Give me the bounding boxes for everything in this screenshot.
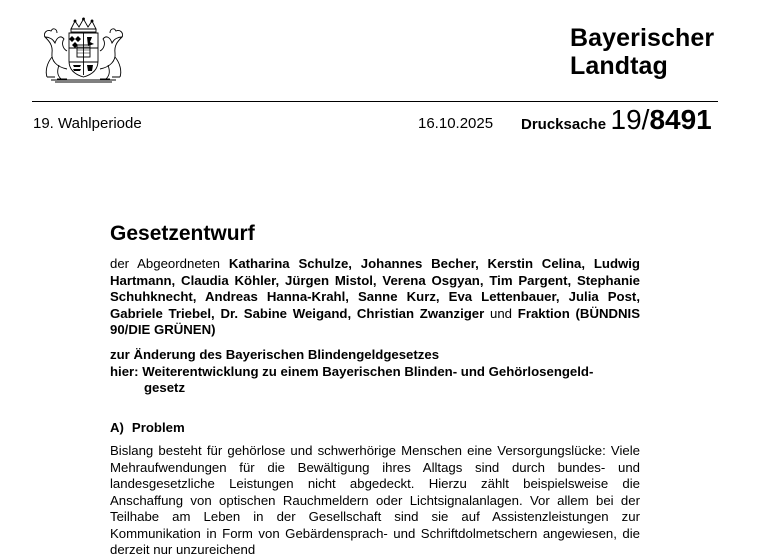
drucksache-period: 19 (610, 104, 642, 135)
section-title: Problem (131, 420, 185, 435)
drucksache-number: 8491 (649, 104, 712, 135)
drucksache-slash: / (641, 104, 650, 135)
authors-intro: der Abgeordneten (110, 256, 229, 271)
subject-line-3: gesetz (144, 380, 186, 395)
brand-line-1: Bayerischer (570, 24, 715, 52)
section-heading-problem (110, 420, 185, 435)
section-letter: A) (110, 420, 124, 435)
header-divider (32, 101, 718, 102)
subject-line-1: zur Änderung des Bayerischen Blindengeldgesetzes (110, 347, 440, 362)
document-title: Gesetzentwurf (110, 222, 255, 245)
authors-and: und (484, 305, 518, 321)
drucksache-reference (521, 104, 712, 136)
document-date: 16.10.2025 (418, 115, 494, 132)
problem-body (110, 443, 640, 559)
brand-line-2: Landtag (570, 52, 668, 80)
landtag-brand (570, 24, 714, 80)
authors-fraction: Fraktion (BÜNDNIS 90/DIE GRÜNEN) (110, 305, 641, 337)
drucksache-label: Drucksache (521, 116, 607, 133)
problem-paragraph: Bislang besteht für gehörlose und schwerhörige Menschen eine Versorgungslücke: Viele Mehraufwendungen für die Bewältigung ihres Alltags sind durch bundes- und landesgesetzliche Leistungen nicht abgedeckt. Hierzu zählt beispielsweise die Anschaffung von optischen Rauchmeldern oder Lichtsignalanlagen. Vor allem bei der Teilhabe am Leben in der Gesellschaft sind sie auf Assistenzleistungen zur Kommunikation in Form von Gebärdensprach- und Schriftdolmetschern angewiesen, die derzeit nur unzureichend (110, 443, 640, 557)
bavarian-coat-of-arms-icon (37, 17, 130, 84)
authors-names: Katharina Schulze, Johannes Becher, Kerstin Celina, Ludwig Hartmann, Claudia Köhler, Jürgen Mistol, Verena Osgyan, Tim Pargent, Stephanie Schuhknecht, Andreas Hanna-Krahl, Sanne Kurz, Eva Lettenbauer, Julia Post, Gabriele Triebel, Dr. Sabine Weigand, Christian Zwanziger (110, 256, 640, 321)
authors-paragraph (110, 256, 640, 339)
legislative-period: 19. Wahlperiode (33, 115, 142, 132)
law-subject (110, 347, 640, 397)
subject-line-2: hier: Weiterentwicklung zu einem Bayerischen Blinden- und Gehörlosengeld- (110, 363, 594, 379)
